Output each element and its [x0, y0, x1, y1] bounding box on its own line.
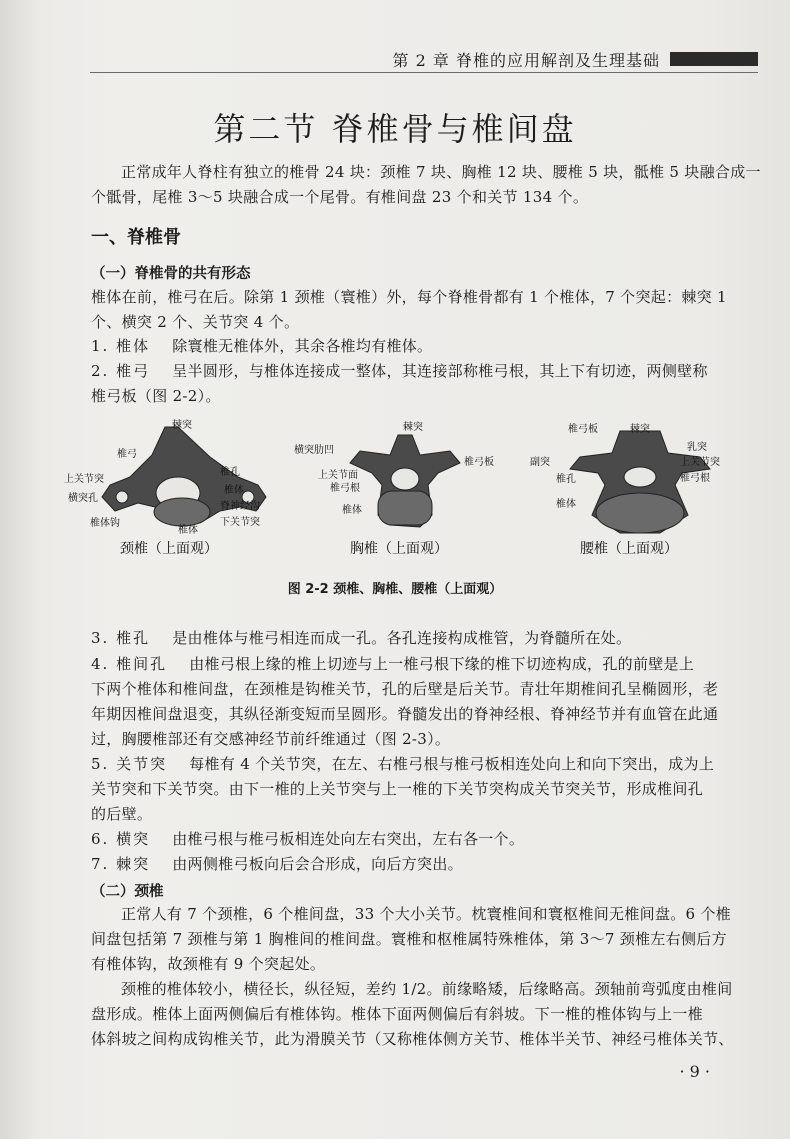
- item-3-term: 3. 椎孔: [91, 629, 151, 647]
- item-1: [91, 334, 721, 359]
- cervical-title: 颈椎（上面观）: [120, 541, 218, 557]
- intro-paragraph: [91, 160, 761, 210]
- label-c-transverse-foramen: 横突孔: [68, 493, 98, 504]
- section-title: 第二节 脊椎骨与椎间盘: [213, 110, 577, 148]
- label-l-sup-art: 上关节突: [680, 457, 720, 468]
- common-form-line-1: 椎体在前，椎弓在后。除第 1 颈椎（寰椎）外，每个脊椎骨都有 1 个椎体，7 个突起：棘突 1: [91, 288, 727, 306]
- item-7-text: 由两侧椎弓板向后会合形成，向后方突出。: [172, 855, 463, 873]
- intro-line-1: 正常成年人脊柱有独立的椎骨 24 块：颈椎 7 块、胸椎 12 块、腰椎 5 块，骶椎 5 块融合成一: [121, 163, 761, 181]
- cervical-p2-line-2: 盘形成。椎体上面两侧偏后有椎体钩。椎体下面两侧偏后有斜坡。下一椎的椎体钩与上一椎: [91, 1005, 704, 1023]
- item-2-term: 2. 椎弓: [91, 362, 151, 380]
- heading-cervical: （二）颈椎: [91, 884, 164, 900]
- item-4-line-1: 由椎弓根上缘的椎上切迹与上一椎弓根下缘的椎下切迹构成，孔的前壁是上: [189, 655, 695, 673]
- label-c-body-2: 椎体: [178, 525, 198, 536]
- label-t-body: 椎体: [342, 505, 362, 516]
- running-head-bar: [670, 52, 758, 66]
- label-t-sup-art: 上关节面: [318, 470, 358, 481]
- common-form-paragraph: [91, 285, 727, 335]
- item-5-line-1: 每椎有 4 个关节突，在左、右椎弓根与椎弓板相连处向上和向下突出，成为上: [189, 755, 715, 773]
- item-1-text: 除寰椎无椎体外，其余各椎均有椎体。: [172, 337, 433, 355]
- label-c-nerve-groove: 脊神经沟: [220, 501, 260, 512]
- item-4-line-4: 过，胸腰椎部还有交感神经节前纤维通过（图 2-3）。: [91, 730, 451, 748]
- label-l-foramen: 椎孔: [556, 474, 576, 485]
- item-5-line-3: 的后壁。: [91, 805, 153, 823]
- thoracic-title: 胸椎（上面观）: [350, 541, 448, 557]
- label-l-spinous: 棘突: [630, 424, 650, 435]
- label-c-foramen: 椎孔: [220, 467, 240, 478]
- label-l-body: 椎体: [556, 499, 576, 510]
- item-1-term: 1. 椎体: [91, 337, 151, 355]
- item-3: [91, 626, 721, 651]
- item-6-text: 由椎弓根与椎弓板相连处向左右突出，左右各一个。: [172, 830, 525, 848]
- label-l-pedicle: 椎弓根: [680, 473, 710, 484]
- intro-line-2: 个骶骨，尾椎 3～5 块融合成一个尾骨。有椎间盘 23 个和关节 134 个。: [91, 188, 589, 206]
- item-6: [91, 827, 721, 852]
- item-2-text: 呈半圆形，与椎体连接成一整体，其连接部称椎弓根，其上下有切迹，两侧壁称: [172, 362, 708, 380]
- item-6-term: 6. 横突: [91, 830, 151, 848]
- thoracic-vertebra-drawing: [350, 435, 460, 527]
- item-7-term: 7. 棘突: [91, 855, 151, 873]
- item-4-line-3: 年期因椎间盘退变，其纵径渐变短而呈圆形。脊髓发出的脊神经根、脊神经节并有血管在此通: [91, 705, 719, 723]
- label-t-costal-facet: 横突肋凹: [294, 445, 334, 456]
- common-form-line-2: 个、横突 2 个、关节突 4 个。: [91, 313, 300, 331]
- cervical-p2-line-1: 颈椎的椎体较小，横径长，纵径短，差约 1/2。前缘略矮，后缘略高。颈轴前弯弧度由椎间: [121, 980, 733, 998]
- cervical-paragraph-2: [91, 977, 734, 1052]
- figure-caption: 图 2-2 颈椎、胸椎、腰椎（上面观）: [287, 582, 503, 597]
- label-c-uncinate: 椎体钩: [90, 518, 120, 529]
- item-3-text: 是由椎体与椎弓相连而成一孔。各孔连接构成椎管，为脊髓所在处。: [172, 629, 632, 647]
- label-c-spinous: 棘突: [172, 420, 192, 431]
- label-c-inf-art: 下关节突: [220, 517, 260, 528]
- label-l-mammillary: 乳突: [687, 442, 707, 453]
- label-l-lamina: 椎弓板: [568, 424, 598, 435]
- label-c-arch: 椎弓: [117, 449, 137, 460]
- running-head-rule: [90, 72, 758, 73]
- heading-vertebrae: 一、脊椎骨: [91, 227, 181, 248]
- cervical-p1-line-1: 正常人有 7 个颈椎，6 个椎间盘，33 个大小关节。枕寰椎间和寰枢椎间无椎间盘。6 个椎: [121, 905, 732, 923]
- item-5-term: 5. 关节突: [91, 755, 168, 773]
- item-5: [91, 752, 721, 827]
- label-l-accessory: 副突: [530, 457, 550, 468]
- item-4: [91, 652, 721, 752]
- running-head: [0, 48, 790, 70]
- cervical-p1-line-3: 有椎体钩，故颈椎有 9 个突起处。: [91, 955, 326, 973]
- item-2-cont: 椎弓板（图 2-2）。: [91, 387, 221, 405]
- item-4-line-2: 下两个椎体和椎间盘，在颈椎是钩椎关节，孔的后壁是后关节。青壮年期椎间孔呈椭圆形，老: [91, 680, 719, 698]
- label-t-lamina: 椎弓板: [464, 457, 494, 468]
- item-4-term: 4. 椎间孔: [91, 655, 168, 673]
- heading-common-form: （一）脊椎骨的共有形态: [91, 266, 251, 282]
- lumbar-title: 腰椎（上面观）: [580, 541, 678, 557]
- label-c-body: 椎体: [224, 485, 244, 496]
- item-7: [91, 852, 721, 877]
- label-t-pedicle: 椎弓根: [330, 483, 360, 494]
- page-number: · 9 ·: [679, 1062, 710, 1081]
- label-c-sup-art: 上关节突: [64, 474, 104, 485]
- item-2: [91, 359, 721, 409]
- item-5-line-2: 关节突和下关节突。由下一椎的上关节突与上一椎的下关节突构成关节突关节，形成椎间孔: [91, 780, 704, 798]
- cervical-p2-line-3: 体斜坡之间构成钩椎关节，此为滑膜关节（又称椎体侧方关节、椎体半关节、神经弓椎体关节、: [91, 1030, 734, 1048]
- running-head-text: 第 2 章 脊椎的应用解剖及生理基础: [392, 51, 660, 70]
- cervical-paragraph-1: [91, 902, 732, 977]
- label-t-spinous: 棘突: [403, 422, 423, 433]
- figure-2-2: [60, 415, 740, 590]
- cervical-p1-line-2: 间盘包括第 7 颈椎与第 1 胸椎间的椎间盘。寰椎和枢椎属特殊椎体，第 3～7 颈椎左右侧后方: [91, 930, 727, 948]
